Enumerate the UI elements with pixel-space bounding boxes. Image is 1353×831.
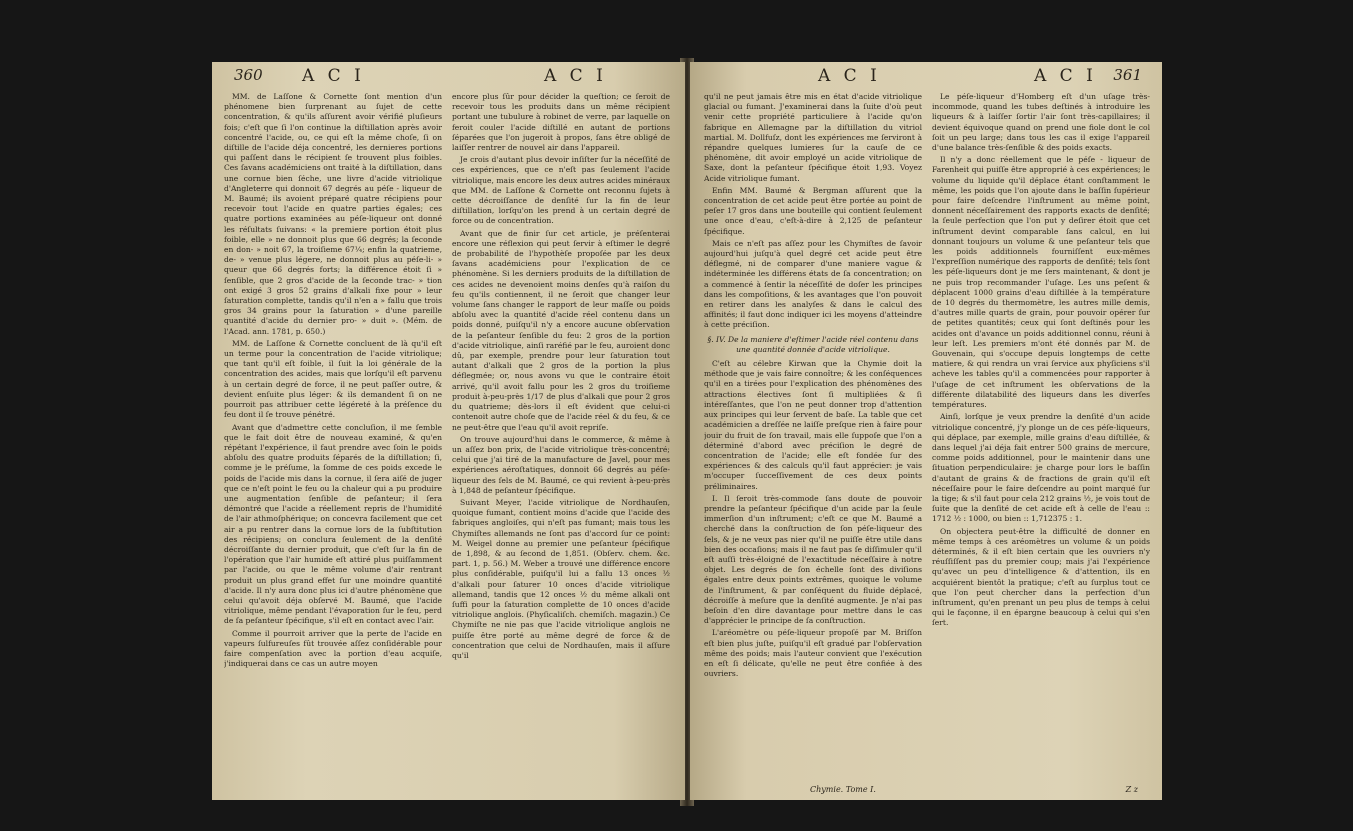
paragraph: On trouve aujourd'hui dans le commerce, & même à un aſſez bon prix, de l'acide vitriolique très-concentré; celui que j'ai tiré de la manufacture de Javel, pour mes expériences aéroſtatiques, donnoit 66 degrés au péſe-liqueur des ſels de M. Baumé, ce qui revient à-peu-près à 1,848 de peſanteur ſpécifique. xyxy=(452,434,670,495)
paragraph: Suivant Meyer, l'acide vitriolique de Nordhauſen, quoique fumant, contient moins d'acide que l'acide des fabriques angloiſes, qui n'eſt pas fumant; mais tous les Chymiſtes allemands ne ſont pas d'accord ſur ce point: M. Weigel donne au premier une peſanteur ſpécifique de 1,898, & au ſecond de 1,851. (Obſerv. chem. &c. part. 1, p. 56.) M. Weber a trouvé une différence encore plus conſidérable, puiſqu'il lui a fallu 13 onces ½ d'alkali pour ſaturer 10 onces d'acide vitriolique allemand, tandis que 12 onces ½ du même alkali ont ſuffi pour la ſaturation complette de 10 onces d'acide vitriolique anglois. (Phyſicaliſch. chemiſch. magazin.) Ce Chymiſte ne nie pas que l'acide vitriolique anglois ne puiſſe être porté au même degré de force & de concentration que celui de Nordhauſen, mais il aſſure qu'il xyxy=(452,497,670,660)
right-page xyxy=(690,62,1162,800)
running-head-text: A C I xyxy=(1034,66,1097,86)
paragraph: encore plus ſûr pour décider la queſtion; ce ſeroit de recevoir tous les produits dans un même récipient portant une tubulure à robinet de verre, par laquelle on feroit couler l'acide diſtillé en autant de portions ſéparées que l'on jugeroit à propos, ſans être obligé de laiſſer rentrer de nouvel air dans l'appareil. xyxy=(452,92,670,153)
text-column-left xyxy=(224,92,442,792)
paragraph: MM. de Laſſone & Cornette ſont mention d'un phénomene bien ſurprenant au ſujet de cette concentration, & qu'ils aſſurent avoir vérifié pluſieurs fois; c'eſt que ſi l'on continue la diſtillation après avoir concentré l'acide, ou, ce qui eſt la même choſe, ſi on diſtille de l'acide déja concentré, les dernieres portions qui paſſent dans le récipient ſe trouvent plus foibles. Ces ſavans académiciens ont traité à la diſtillation, dans une cornue bien ſéche, une livre d'acide vitriolique d'Angleterre qui donnoit 67 degrés au péſe - liqueur de M. Baumé; ils avoient préparé quatre récipiens pour recevoir tout l'acide en quatre parties égales; ces quatre portions examinées au péſe-liqueur ont donné les réſultats ſuivans: « la premiere portion étoit plus foible, elle » ne donnoit plus que 66 degrés; la ſeconde en don- » noit 67, la troiſieme 67¼; enfin la quatrieme, de- » venue plus légere, ne donnoit plus au péſe-li- » queur que 66 degrés forts; la différence étoit ſi » ſenſible, que 2 gros d'acide de la ſeconde trac- » tion ont exigé 3 gros 52 grains d'alkali fixe pour » leur ſaturation complette, tandis qu'il n'en a » fallu que trois gros 34 grains pour la ſaturation » d'une pareille quantité d'acide du dernier pro- » duit ». (Mém. de l'Acad. ann. 1781, p. 650.) xyxy=(224,92,442,336)
paragraph: Avant que d'admettre cette concluſion, il me ſemble que le fait doit être de nouveau examiné, & qu'en répétant l'expérience, il faut prendre avec ſoin le poids abſolu des quatre produits ſéparés de la diſtillation; ſi, comme je le préſume, la ſomme de ces poids excede le poids de l'acide mis dans la cornue, il ſera aiſé de juger que ce n'eſt point le feu ou la chaleur qui a pu produire une augmentation ſenſible de peſanteur; il ſera démontré que l'acide a réellement repris de l'humidité de l'air athmoſphérique; on concevra facilement que cet air a pu rentrer dans la cornue lors de la ſubſtitution des récipiens; on conclura ſeulement de la denſité décroiſſante du dernier produit, que c'eſt ſur la fin de l'opération que l'air humide eſt attiré plus puiſſamment par l'acide, ou que le même volume d'air rentrant produit un plus grand effet ſur une moindre quantité d'acide. Il n'y aura donc plus ici d'autre phénomène que celui qu'avoit déja obſervé M. Baumé, que l'acide vitriolique, même pendant l'évaporation ſur le feu, perd de ſa peſanteur ſpécifique, s'il eſt en contact avec l'air. xyxy=(224,422,442,626)
paragraph: Comme il pourroit arriver que la perte de l'acide en vapeurs ſulfureuſes fût trouvée aſſez conſidérable pour faire compenſation avec la portion d'eau acquiſe, j'indiquerai dans ce cas un autre moyen xyxy=(224,628,442,669)
gathering-mark: Z z xyxy=(1125,785,1138,794)
paragraph: qu'il ne peut jamais être mis en état d'acide vitriolique glacial ou fumant. J'examinerai dans la ſuite d'où peut venir cette propriété particuliere à l'acide qu'on fabrique en Allemagne par la diſtillation du vitriol martial. M. Dollfuſz, dont les expériences me ſerviront à répandre quelques lumieres ſur la cauſe de ce phénomène, dit avoir employé un acide vitriolique de Saxe, dont la peſanteur ſpécifique étoit 1,93. Voyez Acide vitriolique fumant. xyxy=(704,92,922,183)
running-head-text: A C I xyxy=(818,66,881,86)
paragraph: C'eſt au célebre Kirwan que la Chymie doit la méthode que je vais faire connoître; & les conſéquences qu'il en a tirées pour l'explication des phénomènes des attractions électives ſont ſi multipliées & ſi intéreſſantes, que l'on ne peut donner trop d'attention aux principes qui leur ſervent de baſe. La table que cet académicien a dreſſée ne laiſſe preſque rien à faire pour jouir du fruit de ſon travail, mais elle ſuppoſe que l'on a déterminé d'abord avec préciſion le degré de concentration de l'acide; elle eſt fondée ſur des expériences & des calculs qu'il faut apprécier: je vais m'occuper ſucceſſivement de ces deux points préliminaires. xyxy=(704,359,922,491)
section-heading: §. IV. De la maniere d'eſtimer l'acide réel contenu dans une quantité donnée d'acide vitriolique. xyxy=(707,334,919,354)
paragraph: L'aréomètre ou péſe-liqueur propoſé par M. Briſſon eſt bien plus juſte, puiſqu'il eſt gradué par l'obſervation même des poids; mais l'auteur convient que l'exécution en eſt ſi délicate, qu'elle ne peut être confiée à des ouvriers. xyxy=(704,628,922,679)
page-number: 361 xyxy=(1113,66,1142,84)
running-head-right xyxy=(704,66,1148,90)
running-head-text: A C I xyxy=(302,66,365,86)
paragraph: Avant que de finir ſur cet article, je préſenterai encore une réflexion qui peut ſervir à eſtimer le degré de probabilité de l'hypothèſe propoſée par les deux ſavans académiciens pour l'explication de ce phénomène. Si les derniers produits de la diſtillation de ces acides ne devenoient moins denſes qu'à raiſon du feu qu'ils contiennent, il ne ſeroit que changer leur volume ſans changer le rapport de leur maſſe ou poids abſolu avec la quantité d'acide réel contenu dans un poids donné, puiſqu'il n'y a encore aucune obſervation de la peſanteur ſenſible du feu: 2 gros de la portion d'acide vitriolique, ainſi raréfié par le feu, auroient donc dû, par exemple, prendre pour leur ſaturation tout autant d'alkali que 2 gros de la portion la plus déflegmée; or, nous avons vu que le contraire étoit arrivé, qu'il avoit fallu pour les 2 gros du troiſieme produit à-peu-près 1/17 de plus d'alkali que pour 2 gros du quatrieme; dès-lors il eſt évident que celui-ci contenoit autre choſe que de l'acide réel & du feu, & ce ne peut-être que l'eau qu'il avoit repriſe. xyxy=(452,228,670,432)
paragraph: Ainſi, lorſque je veux prendre la denſité d'un acide vitriolique concentré, j'y plonge un de ces péſe-liqueurs, qui déplace, par exemple, mille grains d'eau diſtillée, & dans lequel j'ai déja fait entrer 500 grains de mercure, comme poids additionnel, pour le maintenir dans une ſituation perpendiculaire: je charge pour lors le baſſin d'autant de grains & de fractions de grain qu'il eſt néceſſaire pour le faire deſcendre au point marqué ſur la tige; & s'il faut pour cela 212 grains ½, je vois tout de ſuite que la denſité de cet acide eſt à celle de l'eau :: 1712 ½ : 1000, ou bien :: 1,712375 : 1. xyxy=(932,412,1150,524)
paragraph: Enfin MM. Baumé & Bergman aſſurent que la concentration de cet acide peut être portée au point de peſer 17 gros dans une bouteille qui contient ſeulement une once d'eau, c'eſt-à-dire à 2,125 de peſanteur ſpécifique. xyxy=(704,185,922,236)
text-column-right xyxy=(932,92,1150,792)
paragraph: I. Il ſeroit très-commode ſans doute de pouvoir prendre la peſanteur ſpécifique d'un acide par la ſeule immerſion d'un inſtrument; c'eſt ce que M. Baumé a cherché dans la conſtruction de ſon péſe-liqueur des ſels, & je ne veux pas nier qu'il ne puiſſe être utile dans bien des occaſions; mais il ne faut pas ſe diſſimuler qu'il eſt auſſi très-éloigné de l'exactitude néceſſaire à notre objet. Les degrés de ſon échelle ſont des diviſions égales entre deux points extrêmes, quoique le volume de l'inſtrument, & par conſéquent du fluide déplacé, décroiſſe à meſure que la denſité augmente. Je n'ai pas beſoin d'en dire davantage pour mettre dans le cas d'apprécier le principe de ſa conſtruction. xyxy=(704,493,922,626)
running-head-text: A C I xyxy=(544,66,607,86)
left-page xyxy=(212,62,685,800)
signature-mark: Chymie. Tome I. xyxy=(810,785,876,794)
paragraph: Il n'y a donc réellement que le péſe - liqueur de Farenheit qui puiſſe être approprié à ces expériences; le volume du liquide qu'il déplace étant conſtamment le même, les poids que l'on ajoute dans le baſſin ſupérieur pour faire deſcendre l'inſtrument au même point, donnent néceſſairement des rapports exacts de denſité; la ſeule perfection que l'on put y deſirer étoit que cet inſtrument devint comparable ſans calcul, en lui donnant toujours un volume & une peſanteur tels que les poids additionnels fourniſſent eux-mêmes l'expreſſion numérique des rapports de denſité; tels ſont les péſe-liqueurs dont je me ſers maintenant, & dont je ne puis trop recommander l'uſage. Les uns peſent & déplacent 1000 grains d'eau diſtillée à la température de 10 degrés du thermomètre, les autres mille demis, d'autres mille quarts de grain, pour pouvoir opérer ſur de petites quantités; ceux qui ſont deſtinés pour les acides ont d'avance un poids additionnel connu, réuni à leur leſt. Les premiers m'ont été donnés par M. de Gouvenain, qui s'occupe depuis longtemps de cette matiere, & qui rendra un vrai ſervice aux phyſiciens s'il acheve les tables qu'il a commencées pour rapporter à l'uſage de cet inſtrument les obſervations de la différente dilatabilité des liqueurs dans les diverſes températures. xyxy=(932,155,1150,410)
paragraph: Mais ce n'eſt pas aſſez pour les Chymiſtes de ſavoir aujourd'hui juſqu'à quel degré cet acide peut être déflegmé, ni de comparer d'une maniere vague & indéterminée les différens états de ſa concentration; on a commencé à ſentir la néceſſité de doſer les principes dans les compoſitions, & les avantages que l'on pouvoit en retirer dans les analyſes & dans le calcul des affinités; il faut donc indiquer ici les moyens d'atteindre à cette préciſion. xyxy=(704,238,922,330)
running-head-left xyxy=(226,66,671,90)
paragraph: On objectera peut-être la difficulté de donner en même temps à ces aréomètres un volume & un poids déterminés, & il eſt bien certain que les ouvriers n'y réuſſiſſent pas du premier coup; mais j'ai l'expérience qu'avec un peu d'intelligence & d'attention, ils en acquiérent bientôt la pratique; c'eſt au ſurplus tout ce que l'on peut chercher dans la perfection d'un inſtrument, qu'en prenant un peu plus de temps à celui qui le façonne, il en épargne beaucoup à celui qui s'en ſert. xyxy=(932,526,1150,628)
text-column-left xyxy=(704,92,922,792)
page-number: 360 xyxy=(234,66,263,84)
paragraph: Je crois d'autant plus devoir inſiſter ſur la néceſſité de ces expériences, que ce n'eſt pas ſeulement l'acide vitriolique, mais encore les deux autres acides minéraux que MM. de Laſſone & Cornette ont reconnu ſujets à cette décroiſſance de denſité ſur la fin de leur diſtillation, lorſqu'on les prend à un certain degré de force ou de concentration. xyxy=(452,155,670,226)
paragraph: Le péſe-liqueur d'Homberg eſt d'un uſage très-incommode, quand les tubes deſtinés à introduire les liqueurs & à laiſſer ſortir l'air ſont très-capillaires; il devient équivoque quand on prend une fiole dont le col ſoit un peu large; dans tous les cas il exige l'appareil d'une balance très-ſenſible & des poids exacts. xyxy=(932,92,1150,153)
paragraph: MM. de Laſſone & Cornette concluent de là qu'il eſt un terme pour la concentration de l'acide vitriolique; que tant qu'il eſt foible, il ſuit la loi générale de la concentration des acides, mais que lorſqu'il eſt parvenu à un certain degré de force, il ne peut paſſer outre, & devient enſuite plus léger: & ils demandent ſi on ne pourroit pas attribuer cette légéreté à la préſence du feu dont il ſe trouve pénétré. xyxy=(224,338,442,420)
text-column-right xyxy=(452,92,670,792)
